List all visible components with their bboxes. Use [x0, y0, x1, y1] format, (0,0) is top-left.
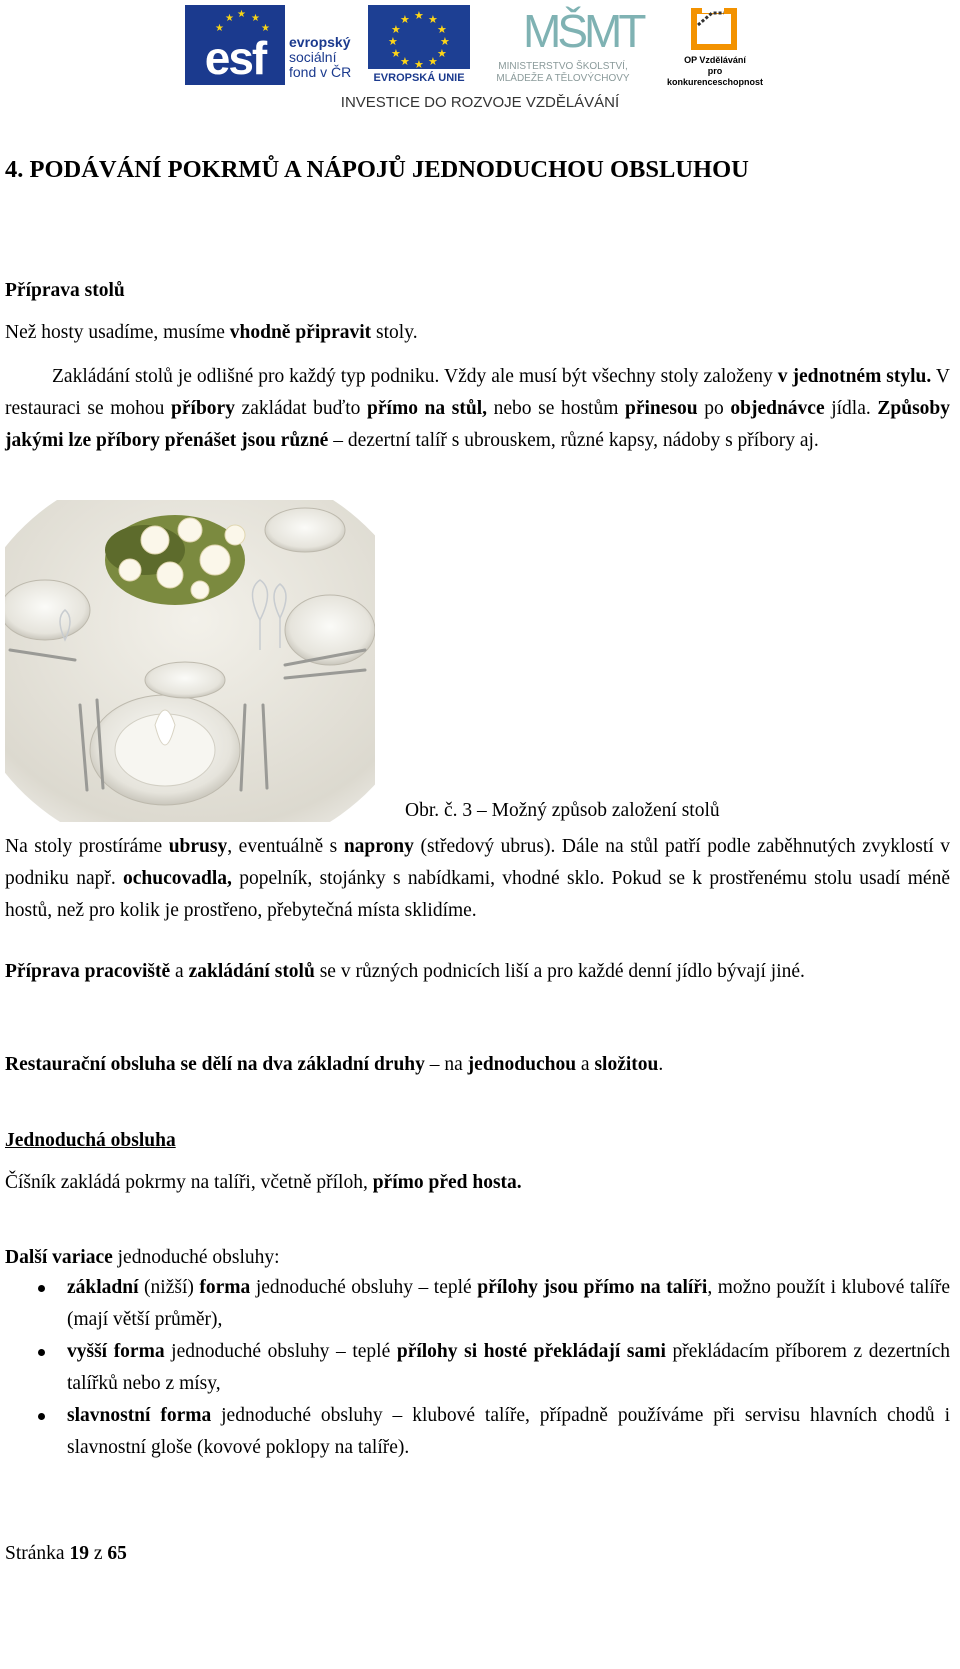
text-run: , možno použít i klubové talíře (mají větší průměr),: [67, 1277, 950, 1330]
text-run: jednoduché obsluhy – klubové talíře, případně používáme při servisu hlavních chodů i slavnostní gloše (kovové poklopy na talíře).: [67, 1405, 950, 1458]
text-run: Na stoly prostíráme: [5, 836, 169, 857]
text-run: Než hosty usadíme, musíme: [5, 322, 230, 343]
esf-logo-text: [289, 35, 351, 80]
text-run: jednoduché obsluhy – teplé: [250, 1277, 478, 1298]
bold-run: přílohy si hosté překládají sami: [396, 1341, 666, 1362]
bold-run: naprony: [343, 836, 414, 857]
paragraph-intro: [5, 317, 950, 349]
text-run: nebo se hostům: [486, 398, 626, 419]
text-run: Zakládání stolů je odlišné pro každý typ podniku. Vždy ale musí být všechny stoly založeny: [52, 366, 778, 387]
op-line2: pro konkurenceschopnost: [666, 66, 764, 87]
table-setting-photo: [5, 500, 375, 822]
bold-run: příbory: [171, 398, 235, 419]
paragraph-ubrusy: [5, 831, 950, 927]
text-run: jídla.: [824, 398, 878, 419]
text-run: (středový ubrus). Dále na stůl patří podle zaběhnutých zvyklostí v podniku např.: [5, 836, 950, 889]
footer-page-number: 19: [69, 1543, 89, 1564]
eu-flag-icon: ★ ★ ★ ★ ★ ★ ★ ★ ★ ★ ★ ★: [368, 5, 470, 69]
text-run: popelník, stojánky s nabídkami, vhodné sklo. Pokud se k prostřenému stolu usadí méně hostů, než pro kolik je prostřeno, přebytečná místa sklidíme.: [5, 868, 950, 921]
bold-run: složitou: [594, 1054, 659, 1075]
text-run: .: [658, 1054, 664, 1075]
text-run: , eventuálně s: [227, 836, 344, 857]
esf-line3: fond v ČR: [289, 64, 352, 80]
paragraph-pracoviste: [5, 956, 950, 988]
msmt-line2: MLÁDEŽE A TĚLOVÝCHOVY: [496, 73, 630, 84]
variace-list: [5, 1272, 950, 1464]
bold-run: vhodně připravit: [229, 322, 372, 343]
esf-logo-mark: ★ ★ ★ ★ ★ esf: [185, 5, 285, 85]
investice-tagline: INVESTICE DO ROZVOJE VZDĚLÁVÁNÍ: [340, 94, 620, 111]
text-run: (nižší): [138, 1277, 200, 1298]
bold-run: základní: [67, 1277, 139, 1298]
table-setting-image: [5, 500, 375, 822]
figure-caption: Obr. č. 3 – Možný způsob založení stolů: [405, 800, 720, 821]
esf-line2: sociální: [289, 49, 337, 65]
bold-run: přímo na stůl,: [367, 398, 487, 419]
text-run: V restauraci se mohou: [5, 366, 951, 419]
esf-logo: [185, 5, 368, 85]
op-logo: [660, 5, 770, 85]
heading-jednoducha-text: Jednoduchá obsluha: [5, 1130, 176, 1151]
text-run: překládacím příborem z dezertních talířků nebo z mísy,: [67, 1341, 950, 1394]
paragraph-variace-intro: [5, 1242, 950, 1274]
bold-run: zakládání stolů: [188, 961, 315, 982]
bold-run: vyšší forma: [67, 1341, 165, 1362]
list-item: [5, 1336, 950, 1400]
bold-run: Další variace: [5, 1247, 113, 1268]
op-logo-text: [660, 55, 770, 88]
header-logos: [0, 0, 960, 120]
page-footer: [5, 1543, 127, 1565]
eu-logo: [368, 5, 470, 85]
text-run: jednoduché obsluhy:: [112, 1247, 280, 1268]
bold-run: přímo před hosta.: [372, 1172, 522, 1193]
text-run: – na: [424, 1054, 468, 1075]
text-run: po: [697, 398, 731, 419]
paragraph-druhy-obsluhy: [5, 1049, 950, 1081]
msmt-logo-text: [478, 61, 648, 85]
list-item: [5, 1272, 950, 1336]
text-run: se v různých podnicích liší a pro každé denní jídlo bývají jiné.: [314, 961, 805, 982]
footer-mid: z: [88, 1543, 108, 1564]
bold-run: ubrusy: [168, 836, 228, 857]
text-run: Číšník zakládá pokrmy na talíři, včetně příloh,: [5, 1172, 373, 1193]
eu-label: EVROPSKÁ UNIE: [373, 72, 465, 84]
bold-run: slavnostní forma: [67, 1405, 212, 1426]
paragraph-zakladani: [5, 361, 950, 457]
bold-run: přinesou: [625, 398, 698, 419]
text-run: a: [170, 961, 189, 982]
section-heading-jednoducha: [5, 1125, 950, 1157]
esf-line1: evropský: [289, 34, 351, 50]
text-run: zakládat buďto: [234, 398, 368, 419]
bold-run: Způsoby jakými lze příbory přenášet jsou různé: [5, 398, 951, 451]
footer-total-pages: 65: [107, 1543, 127, 1564]
bold-run: ochucovadla,: [123, 868, 232, 889]
text-run: – dezertní talíř s ubrouskem, různé kapsy, nádoby s příbory aj.: [328, 430, 819, 451]
paragraph-cisnik: [5, 1167, 950, 1199]
page-title: 4. PODÁVÁNÍ POKRMŮ A NÁPOJŮ JEDNODUCHOU OBSLUHOU: [5, 156, 749, 183]
bold-run: přílohy jsou přímo na talíři: [477, 1277, 708, 1298]
text-run: jednoduché obsluhy – teplé: [164, 1341, 397, 1362]
section-heading-priprava: [5, 275, 950, 307]
heading-priprava-text: Příprava stolů: [5, 280, 125, 301]
msmt-line1: MINISTERSTVO ŠKOLSTVÍ,: [498, 61, 628, 72]
bold-run: v jednotném stylu.: [777, 366, 932, 387]
text-run: a: [576, 1054, 595, 1075]
bold-run: jednoduchou: [467, 1054, 577, 1075]
msmt-logo: [478, 5, 648, 85]
op-logo-icon: [690, 5, 740, 51]
msmt-logo-mark: MŠMT: [523, 5, 643, 57]
esf-logo-word: esf: [204, 32, 266, 84]
bold-run: objednávce: [730, 398, 825, 419]
text-run: stoly.: [371, 322, 418, 343]
op-line1: OP Vzdělávání: [684, 55, 746, 65]
list-item: [5, 1400, 950, 1464]
bold-run: Příprava pracoviště: [5, 961, 171, 982]
bold-run: forma: [199, 1277, 251, 1298]
bold-run: Restaurační obsluha se dělí na dva základní druhy: [5, 1054, 425, 1075]
footer-prefix: Stránka: [5, 1543, 70, 1564]
